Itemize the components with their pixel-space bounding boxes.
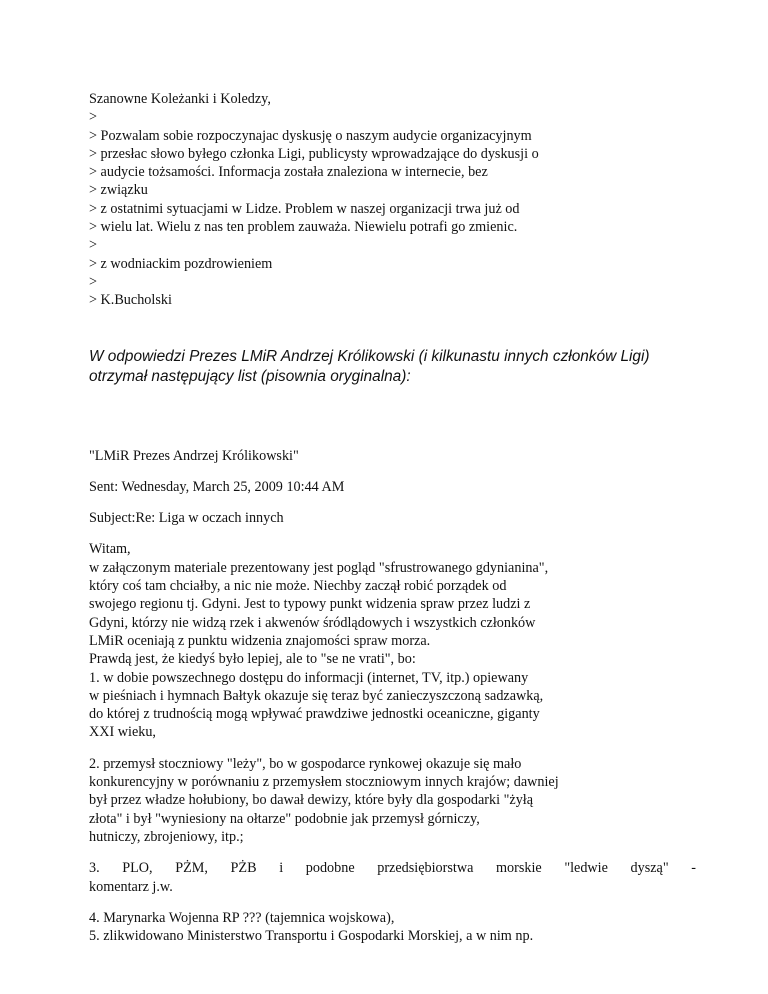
word: PŻB xyxy=(230,860,257,877)
intro-line: > z wodniackim pozdrowieniem xyxy=(89,255,273,272)
heading-line: otrzymał następujący list (pisownia oryginalna): xyxy=(89,368,411,386)
letter-line: Gdyni, którzy nie widzą rzek i akwenów śródlądowych i wszystkich członków xyxy=(89,614,536,631)
letter-line: w pieśniach i hymnach Bałtyk okazuje się teraz być zanieczyszczoną sadzawką, xyxy=(89,687,544,704)
intro-line: > xyxy=(89,109,98,126)
letter-line: LMiR oceniają z punktu widzenia znajomości spraw morza. xyxy=(89,632,431,649)
paragraph-2 xyxy=(89,755,696,846)
intro-line: > wielu lat. Wielu z nas ten problem zauważa. Niewielu potrafi go zmienic. xyxy=(89,219,518,236)
intro-block xyxy=(89,90,696,310)
word: - xyxy=(691,860,696,877)
paragraph-1 xyxy=(89,540,696,741)
word: dyszą" xyxy=(630,860,669,877)
letter-line: 4. Marynarka Wojenna RP ??? (tajemnica wojskowa), xyxy=(89,909,395,926)
word: 3. xyxy=(89,860,100,877)
letter-line: Witam, xyxy=(89,541,131,558)
letter-block xyxy=(89,447,696,946)
letter-subject: Subject:Re: Liga w oczach innych xyxy=(89,510,284,527)
paragraph-3 xyxy=(89,859,696,896)
intro-line: > związku xyxy=(89,182,148,199)
letter-line: który coś tam chciałby, a nic nie może. Niechby zaczął robić porządek od xyxy=(89,578,507,595)
intro-line: > audycie tożsamości. Informacja została znaleziona w internecie, bez xyxy=(89,164,488,181)
intro-line: > Pozwalam sobie rozpoczynajac dyskusję o naszym audycie organizacyjnym xyxy=(89,127,532,144)
letter-line: komentarz j.w. xyxy=(89,878,173,895)
letter-line: swojego regionu tj. Gdyni. Jest to typowy punkt widzenia spraw przez ludzi z xyxy=(89,596,531,613)
intro-line: > xyxy=(89,237,98,254)
letter-line: hutniczy, zbrojeniowy, itp.; xyxy=(89,828,244,845)
intro-line: > z ostatnimi sytuacjami w Lidze. Problem w naszej organizacji trwa już od xyxy=(89,200,520,217)
intro-line: > xyxy=(89,273,98,290)
paragraph-4 xyxy=(89,909,696,946)
letter-line: Prawdą jest, że kiedyś było lepiej, ale to "se ne vrati", bo: xyxy=(89,651,416,668)
word: PLO, xyxy=(122,860,153,877)
letter-line: do której z trudnością mogą wpływać prawdziwe jednostki oceaniczne, giganty xyxy=(89,706,540,723)
letter-line: konkurencyjny w porównaniu z przemysłem stoczniowym innych krajów; dawniej xyxy=(89,774,559,791)
letter-from: "LMiR Prezes Andrzej Królikowski" xyxy=(89,447,299,464)
word: "ledwie xyxy=(564,860,608,877)
word: morskie xyxy=(495,860,542,877)
intro-line: Szanowne Koleżanki i Koledzy, xyxy=(89,91,271,107)
letter-line: 5. zlikwidowano Ministerstwo Transportu i Gospodarki Morskiej, a w nim np. xyxy=(89,928,534,945)
response-heading xyxy=(89,347,696,388)
letter-line: 1. w dobie powszechnego dostępu do informacji (internet, TV, itp.) opiewany xyxy=(89,669,529,686)
letter-line: XXI wieku, xyxy=(89,724,156,741)
letter-sent: Sent: Wednesday, March 25, 2009 10:44 AM xyxy=(89,478,345,495)
word: przedsiębiorstwa xyxy=(377,860,474,877)
word: PŻM, xyxy=(175,860,208,877)
letter-line: złota" i był "wyniesiony na ołtarze" podobnie jak przemysł górniczy, xyxy=(89,810,480,827)
letter-line: 2. przemysł stoczniowy "leży", bo w gospodarce rynkowej okazuje się mało xyxy=(89,755,522,772)
heading-line: W odpowiedzi Prezes LMiR Andrzej Królikowski (i kilkunastu innych członków Ligi) xyxy=(89,347,650,365)
letter-line: był przez władze hołubiony, bo dawał dewizy, które były dla gospodarki "żyłą xyxy=(89,792,534,809)
letter-line: w załączonym materiale prezentowany jest pogląd "sfrustrowanego gdynianina", xyxy=(89,559,549,576)
intro-line: > K.Bucholski xyxy=(89,292,172,309)
word: podobne xyxy=(305,860,355,877)
intro-line: > przesłac słowo byłego członka Ligi, publicysty wprowadzające do dyskusji o xyxy=(89,145,539,162)
justified-line xyxy=(89,859,696,877)
word: i xyxy=(279,860,284,877)
